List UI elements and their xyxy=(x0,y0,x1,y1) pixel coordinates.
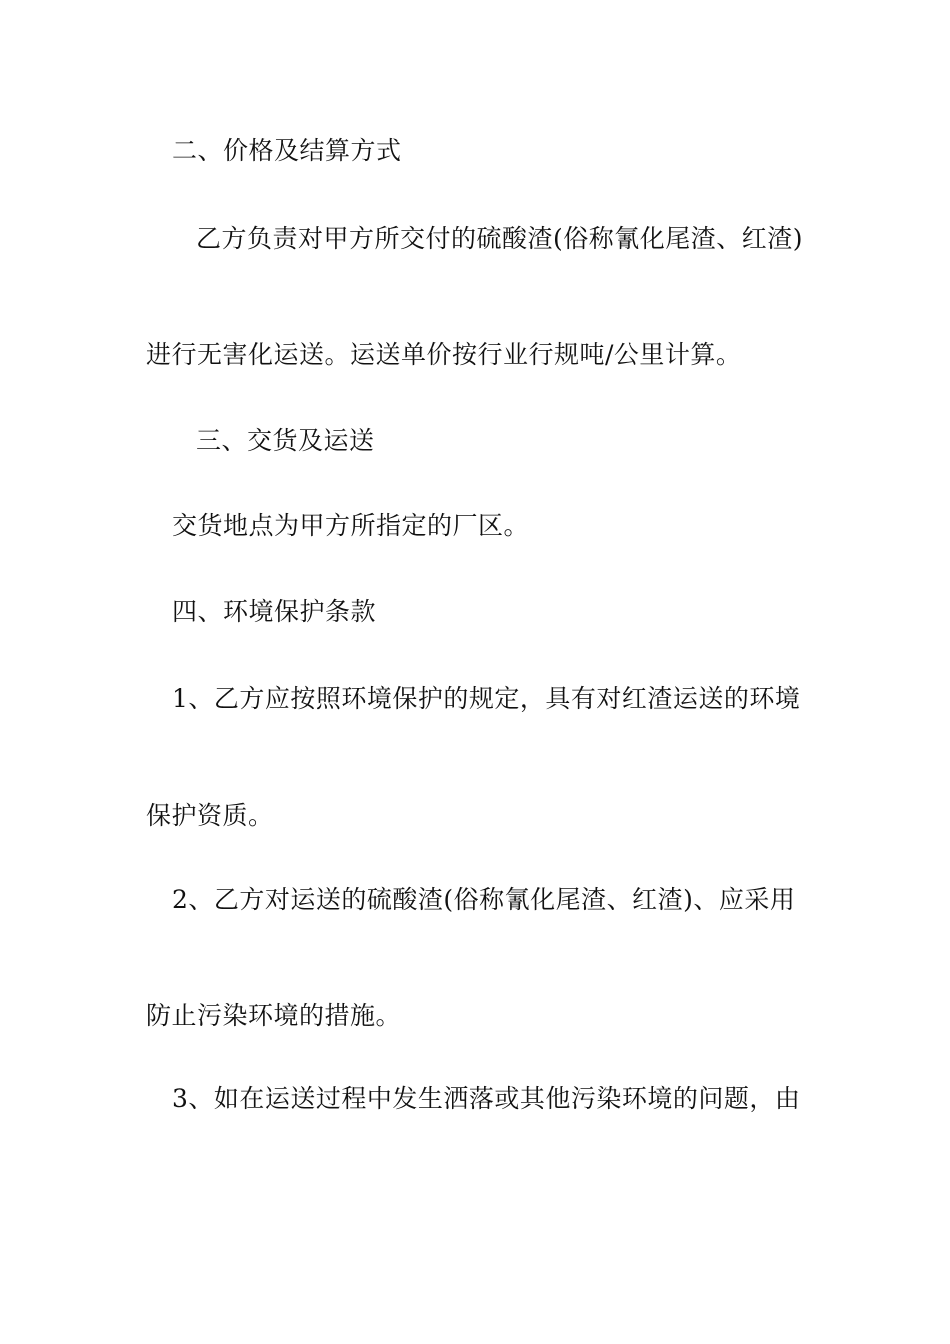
paragraph-line: 进行无害化运送。运送单价按行业行规吨/公里计算。 xyxy=(146,340,742,369)
clause-line: 3、如在运送过程中发生洒落或其他污染环境的问题，由 xyxy=(172,1084,801,1113)
clause-line: 2、乙方对运送的硫酸渣(俗称氰化尾渣、红渣)、应采用 xyxy=(172,885,796,914)
paragraph-line: 乙方负责对甲方所交付的硫酸渣(俗称氰化尾渣、红渣) xyxy=(196,224,804,253)
section-heading-price-settlement: 二、价格及结算方式 xyxy=(172,136,402,165)
clause-line: 1、乙方应按照环境保护的规定，具有对红渣运送的环境 xyxy=(172,684,801,713)
clause-line: 保护资质。 xyxy=(146,801,274,830)
section-heading-environmental-protection: 四、环境保护条款 xyxy=(172,597,377,626)
section-heading-delivery-transport: 三、交货及运送 xyxy=(196,426,375,455)
clause-line: 防止污染环境的措施。 xyxy=(146,1001,402,1030)
paragraph-line: 交货地点为甲方所指定的厂区。 xyxy=(172,511,530,540)
